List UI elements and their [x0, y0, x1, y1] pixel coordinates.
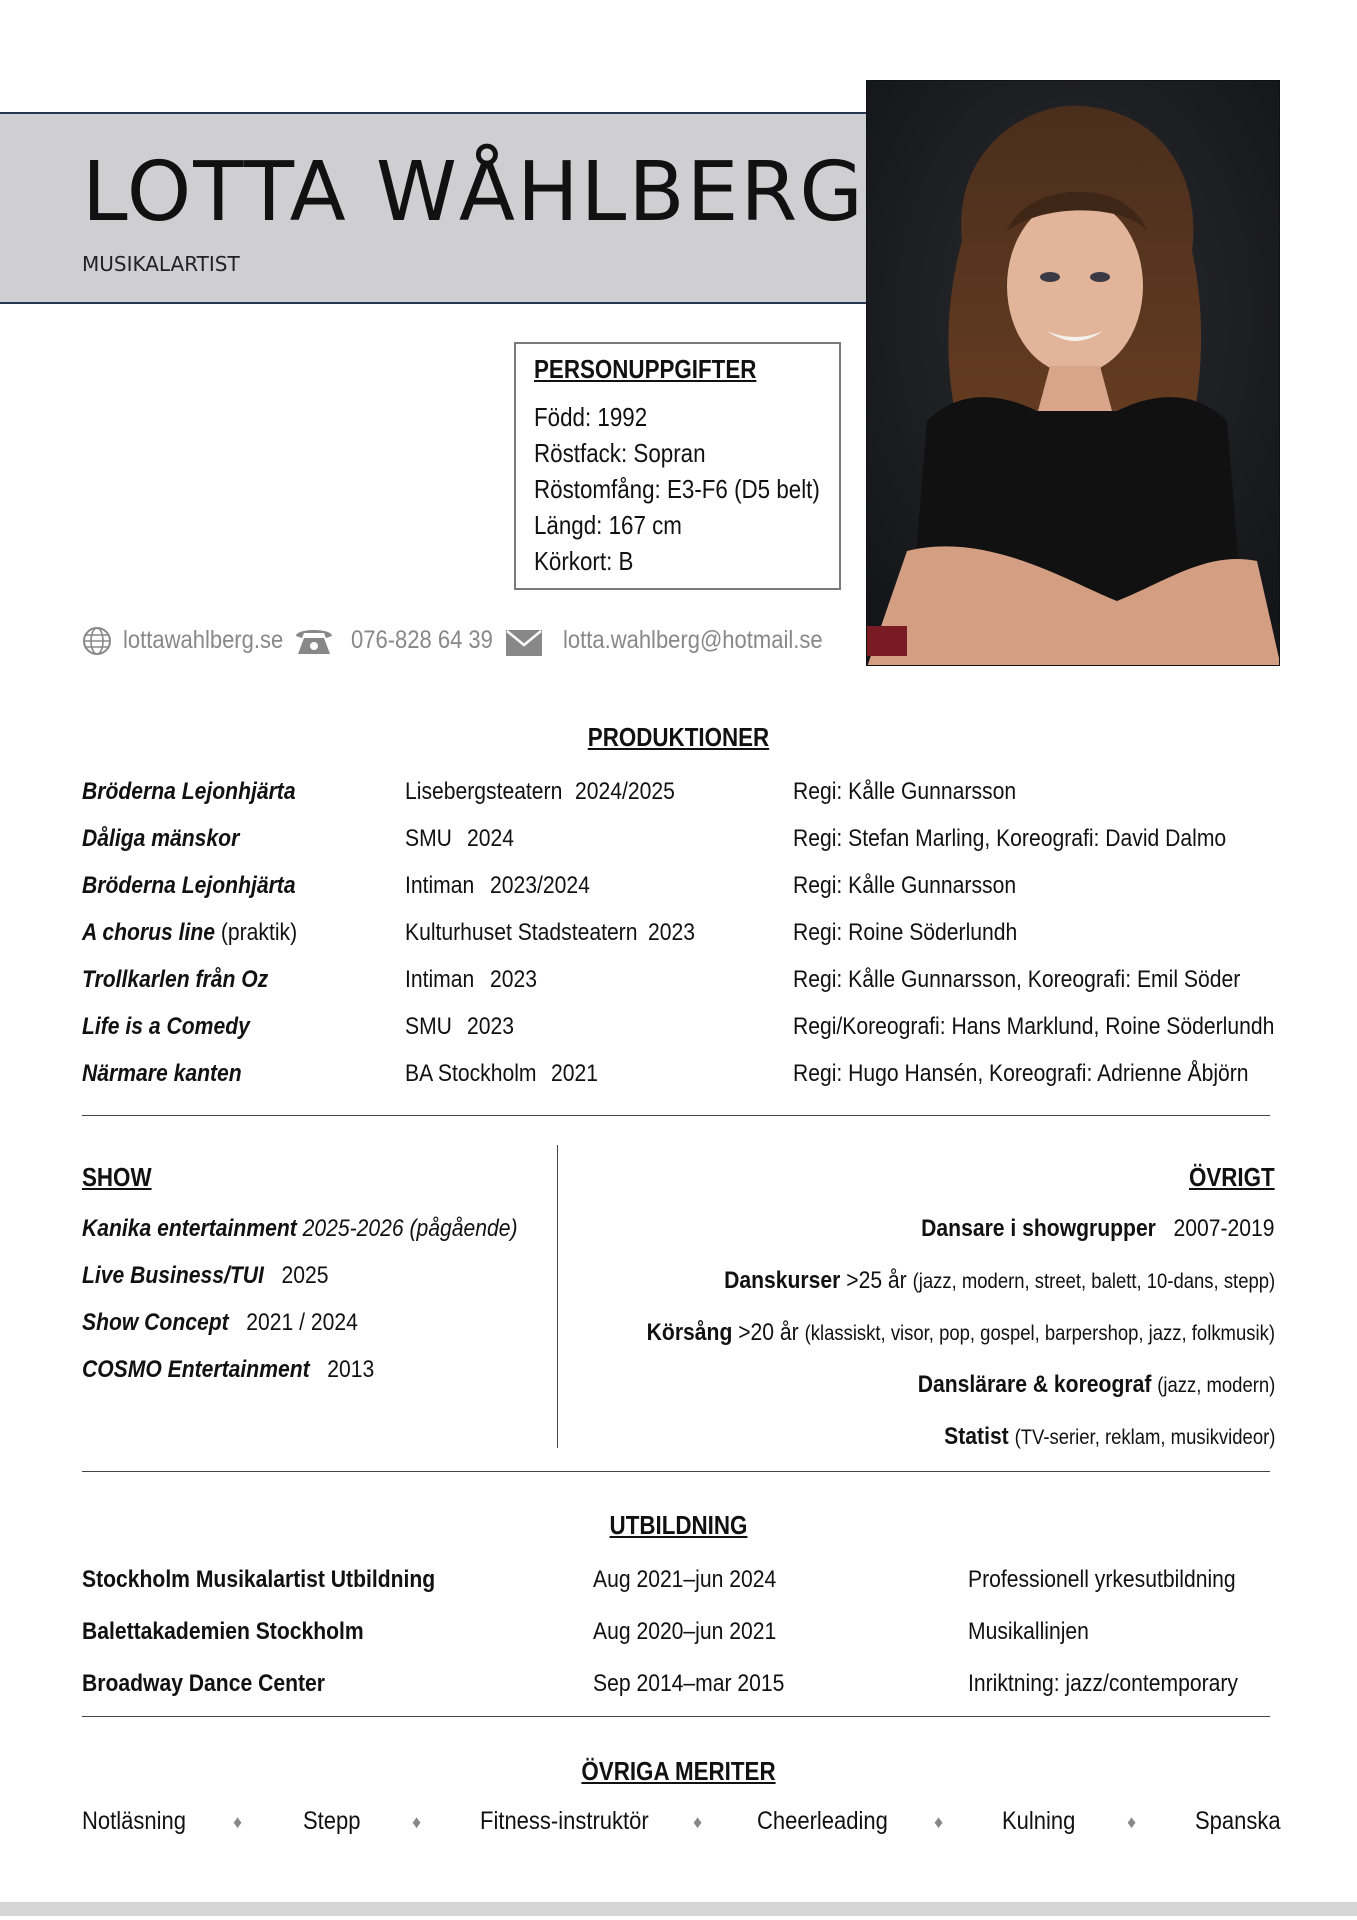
- production-title-line: [82, 919, 297, 947]
- globe-icon: [82, 626, 112, 661]
- other-label: Dansare i showgrupper: [921, 1215, 1157, 1242]
- other-main: >20 år: [738, 1319, 799, 1346]
- divider: [82, 1115, 1270, 1116]
- show-name: Live Business/TUI: [82, 1262, 264, 1289]
- education-school: Stockholm Musikalartist Utbildning: [82, 1566, 436, 1593]
- diamond-separator-icon: ♦: [233, 1812, 243, 1832]
- show-item: [82, 1309, 358, 1337]
- education-dates: Sep 2014–mar 2015: [593, 1670, 785, 1697]
- production-venue: Lisebergsteatern: [405, 778, 563, 805]
- production-title: Bröderna Lejonhjärta: [82, 872, 296, 899]
- diamond-separator-icon: ♦: [1127, 1812, 1137, 1832]
- production-title: Bröderna Lejonhjärta: [82, 778, 296, 805]
- production-year: 2024/2025: [575, 778, 675, 805]
- merit-item: Cheerleading: [757, 1807, 888, 1835]
- show-item: [82, 1262, 329, 1290]
- footer-band: [0, 1902, 1357, 1916]
- production-note: (praktik): [220, 919, 298, 946]
- production-title: Närmare kanten: [82, 1060, 242, 1087]
- other-item: [922, 1215, 1275, 1243]
- production-year: 2023: [490, 966, 537, 993]
- diamond-separator-icon: ♦: [693, 1812, 703, 1832]
- production-year: 2024: [467, 825, 514, 852]
- production-credit: Regi: Roine Söderlundh: [793, 919, 1018, 946]
- other-item: [647, 1319, 1275, 1347]
- show-detail: 2025: [281, 1262, 329, 1289]
- show-name: COSMO Entertainment: [82, 1356, 310, 1383]
- person-subtitle: MUSIKALARTIST: [82, 252, 240, 276]
- production-title: Dåliga mänskor: [82, 825, 240, 852]
- merit-item: Stepp: [303, 1807, 361, 1835]
- merit-item: Kulning: [1002, 1807, 1076, 1835]
- other-label: Danslärare & koreograf: [917, 1371, 1152, 1398]
- education-school: Broadway Dance Center: [82, 1670, 325, 1697]
- education-dates: Aug 2020–jun 2021: [593, 1618, 777, 1645]
- portrait-photo: [866, 80, 1280, 666]
- email-link[interactable]: lotta.wahlberg@hotmail.se: [563, 626, 823, 654]
- other-main: 2007-2019: [1173, 1215, 1275, 1242]
- person-name: LOTTA WÅHLBERG: [82, 145, 865, 240]
- production-credit: Regi: Kålle Gunnarsson, Koreografi: Emil Söder: [793, 966, 1241, 993]
- personal-born: Född: 1992: [534, 402, 648, 432]
- production-venue: BA Stockholm: [405, 1060, 537, 1087]
- show-item: [82, 1215, 518, 1243]
- mail-icon: [506, 630, 542, 661]
- show-detail: 2021 / 2024: [246, 1309, 358, 1336]
- other-note: (jazz, modern): [1156, 1374, 1275, 1397]
- personal-voice-range: Röstomfång: E3-F6 (D5 belt): [534, 474, 820, 504]
- production-year: 2023: [467, 1013, 514, 1040]
- other-item: [917, 1371, 1275, 1399]
- education-title: UTBILDNING: [609, 1510, 748, 1540]
- other-label: Danskurser: [723, 1267, 841, 1294]
- other-item: [724, 1267, 1275, 1295]
- production-venue: Intiman: [405, 872, 475, 899]
- personal-info-box: [514, 342, 841, 590]
- production-year: 2021: [551, 1060, 598, 1087]
- phone-icon: [292, 624, 336, 661]
- personal-height: Längd: 167 cm: [534, 510, 682, 540]
- production-title: A chorus line: [82, 919, 216, 946]
- production-credit: Regi: Hugo Hansén, Koreografi: Adrienne Åbjörn: [793, 1060, 1249, 1087]
- production-venue: SMU: [405, 825, 452, 852]
- production-credit: Regi/Koreografi: Hans Marklund, Roine Söderlundh: [793, 1013, 1275, 1040]
- personal-voice-type: Röstfack: Sopran: [534, 438, 706, 468]
- other-note: (TV-serier, reklam, musikvideor): [1014, 1426, 1275, 1449]
- show-name: Show Concept: [82, 1309, 229, 1336]
- production-year: 2023: [648, 919, 695, 946]
- show-title: SHOW: [82, 1162, 152, 1192]
- show-item: [82, 1356, 374, 1384]
- productions-title: PRODUKTIONER: [587, 722, 770, 752]
- education-school: Balettakademien Stockholm: [82, 1618, 364, 1645]
- diamond-separator-icon: ♦: [934, 1812, 944, 1832]
- website-link[interactable]: lottawahlberg.se: [123, 626, 284, 654]
- production-credit: Regi: Kålle Gunnarsson: [793, 872, 1017, 899]
- personal-info-title: PERSONUPPGIFTER: [534, 354, 757, 384]
- personal-license: Körkort: B: [534, 546, 634, 576]
- column-divider: [557, 1145, 558, 1448]
- production-credit: Regi: Stefan Marling, Koreografi: David Dalmo: [793, 825, 1227, 852]
- divider: [82, 1471, 1270, 1472]
- production-credit: Regi: Kålle Gunnarsson: [793, 778, 1017, 805]
- production-title: Trollkarlen från Oz: [82, 966, 269, 993]
- merit-item: Spanska: [1195, 1807, 1281, 1835]
- other-title: ÖVRIGT: [1189, 1162, 1275, 1192]
- show-name: Kanika entertainment: [82, 1215, 297, 1242]
- education-type: Musikallinjen: [968, 1618, 1089, 1645]
- merit-item: Fitness-instruktör: [480, 1807, 649, 1835]
- other-main: >25 år: [846, 1267, 907, 1294]
- production-title: Life is a Comedy: [82, 1013, 250, 1040]
- phone-number[interactable]: 076-828 64 39: [351, 626, 493, 654]
- other-label: Statist: [943, 1423, 1009, 1450]
- production-year: 2023/2024: [490, 872, 590, 899]
- other-note: (klassiskt, visor, pop, gospel, barpershop, jazz, folkmusik): [804, 1322, 1275, 1345]
- production-venue: Kulturhuset Stadsteatern: [405, 919, 638, 946]
- education-type: Inriktning: jazz/contemporary: [968, 1670, 1238, 1697]
- show-detail: 2013: [327, 1356, 375, 1383]
- production-venue: Intiman: [405, 966, 475, 993]
- merit-item: Notläsning: [82, 1807, 186, 1835]
- divider: [82, 1716, 1270, 1717]
- show-detail: 2025-2026 (pågående): [302, 1215, 518, 1242]
- other-note: (jazz, modern, street, balett, 10-dans, stepp): [912, 1270, 1275, 1293]
- other-label: Körsång: [646, 1319, 733, 1346]
- merits-title: ÖVRIGA MERITER: [581, 1756, 776, 1786]
- diamond-separator-icon: ♦: [412, 1812, 422, 1832]
- production-venue: SMU: [405, 1013, 452, 1040]
- education-dates: Aug 2021–jun 2024: [593, 1566, 777, 1593]
- other-item: [944, 1423, 1275, 1451]
- education-type: Professionell yrkesutbildning: [968, 1566, 1236, 1593]
